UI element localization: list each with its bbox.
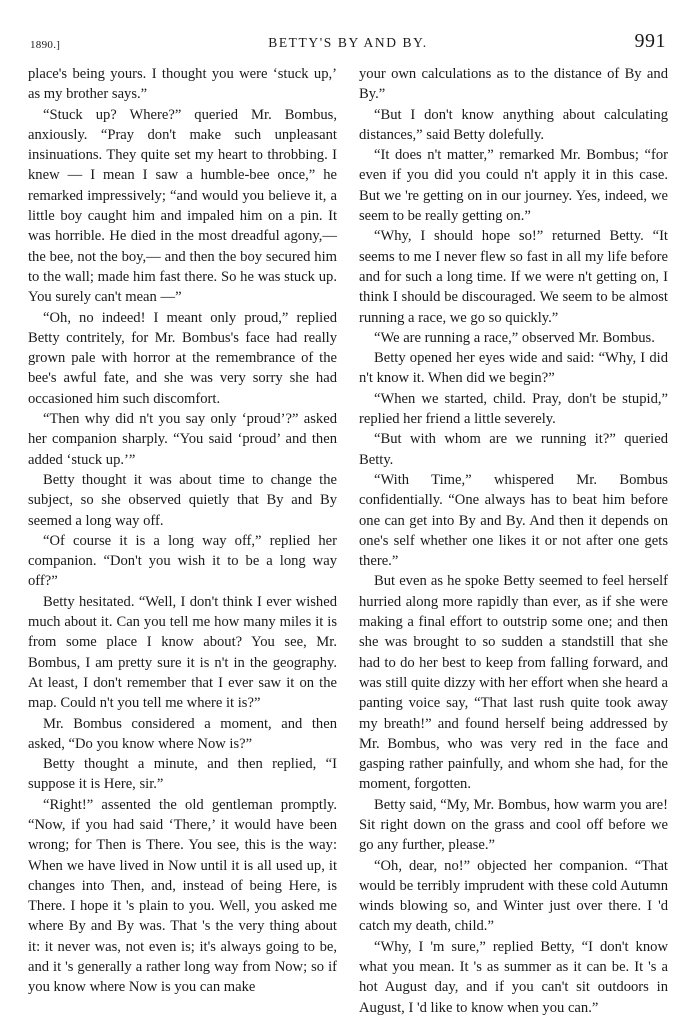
paragraph: “But with whom are we running it?” queried Betty. xyxy=(359,431,668,468)
paragraph: Mr. Bombus considered a moment, and then asked, “Do you know where Now is?” xyxy=(28,715,337,752)
paragraph: “Why, I 'm sure,” replied Betty, “I don't know what you mean. It 's as summer as it can be. It 's a hot August day, and if you can't sit outdoors in August, I 'd like to know when you can.” xyxy=(359,938,668,1016)
paragraph: “Then why did n't you say only ‘proud’?” asked her companion sharply. “You said ‘proud’ and then added ‘stuck up.’” xyxy=(28,411,337,468)
header-title: BETTY'S BY AND BY. xyxy=(268,35,428,50)
paragraph: “It does n't matter,” remarked Mr. Bombus; “for even if you did you could n't apply it in this case. But we 're getting on in our journey. Yes, indeed, we seem to be really getting on.” xyxy=(359,147,668,225)
paragraph: “Right!” assented the old gentleman promptly. “Now, if you had said ‘There,’ it would have been wrong; for Then is There. You see, this is the way: When we have lived in Now until it is all used up, it changes into Then, and, instead of being Here, is There. I hope it 's plain to you. Well, you asked me where By and By was. That 's the very thing about it: it never was, not even is; it's always going to be, and it 's generally a rather long way from Now; so if you know where Now is you can make xyxy=(28,796,337,996)
left-column xyxy=(28,64,337,998)
paragraph: “Of course it is a long way off,” replied her companion. “Don't you wish it to be a long way off?” xyxy=(28,532,337,590)
paragraph: Betty thought a minute, and then replied, “I suppose it is Here, sir.” xyxy=(28,756,337,793)
paragraph: “Oh, dear, no!” objected her companion. “That would be terribly imprudent with these cold Autumn winds blowing so, and Winter just over there. I 'd catch my death, child.” xyxy=(359,857,668,935)
running-header xyxy=(30,26,666,56)
paragraph: “Stuck up? Where?” queried Mr. Bombus, anxiously. “Pray don't make such unpleasant insinuations. They quite set my heart to throbbing. I knew — I mean I saw a humble-bee once,” he remarked impressively; “and would you believe it, a little boy caught him and impaled him on a pin. It was horrible. He died in the most dreadful agony,— the bee, not the boy,— and then the boy secured him to the wall; made him fast there. So he was stuck up. You surely can't mean —” xyxy=(28,106,337,306)
paragraph: “When we started, child. Pray, don't be stupid,” replied her friend a little severely. xyxy=(359,390,668,428)
paragraph: Betty hesitated. “Well, I don't think I ever wished much about it. Can you tell me how many miles it is from some place I know about? You see, Mr. Bombus, I am pretty sure it is n't in the geography. At least, I don't remember that I ever saw it on the map. Could n't you tell me where it is?” xyxy=(28,593,337,712)
paragraph: Betty opened her eyes wide and said: “Why, I did n't know it. When did we begin?” xyxy=(359,350,668,387)
paragraph: place's being yours. I thought you were ‘stuck up,’ as my brother says.” xyxy=(28,66,337,103)
header-year: 1890.] xyxy=(30,39,61,51)
paragraph: “But I don't know anything about calculating distances,” said Betty dolefully. xyxy=(359,106,668,143)
paragraph: Betty said, “My, Mr. Bombus, how warm you are! Sit right down on the grass and cool off before we go any further, please.” xyxy=(359,796,668,854)
paragraph: “Oh, no indeed! I meant only proud,” replied Betty contritely, for Mr. Bombus's face had really grown pale with horror at the remembrance of the bee's awful fate, and she was very sorry she had occasioned him such discomfort. xyxy=(28,309,337,407)
right-column xyxy=(359,64,668,1018)
page-number: 991 xyxy=(634,30,666,52)
paragraph: “Why, I should hope so!” returned Betty. “It seems to me I never flew so fast in all my life before and for such a long time. If we were n't getting on, I think I should be discouraged. We seem to be almost running a race, we go so quickly.” xyxy=(359,228,668,326)
paragraph: But even as he spoke Betty seemed to feel herself hurried along more rapidly than ever, as if she were making a final effort to outstrip some one; and then she was brought to so sudden a standstill that she had to do her best to keep from falling forward, and was still quite dizzy with her effort when she heard a panting voice say, “That last rush quite took away my breath!” and found herself being addressed by Mr. Bombus, who was very red in the face and gasping rather painfully, and whom she had, for the moment, forgotten. xyxy=(359,573,668,793)
paragraph: your own calculations as to the distance of By and By.” xyxy=(359,66,668,103)
paragraph: “With Time,” whispered Mr. Bombus confidentially. “One always has to beat him before one can get into By and By. And then it depends on one's self whether one likes it or not after one gets there.” xyxy=(359,471,668,570)
paragraph: Betty thought it was about time to change the subject, so she observed quietly that By and By seemed a long way off. xyxy=(28,471,337,529)
paragraph: “We are running a race,” observed Mr. Bombus. xyxy=(374,329,655,346)
